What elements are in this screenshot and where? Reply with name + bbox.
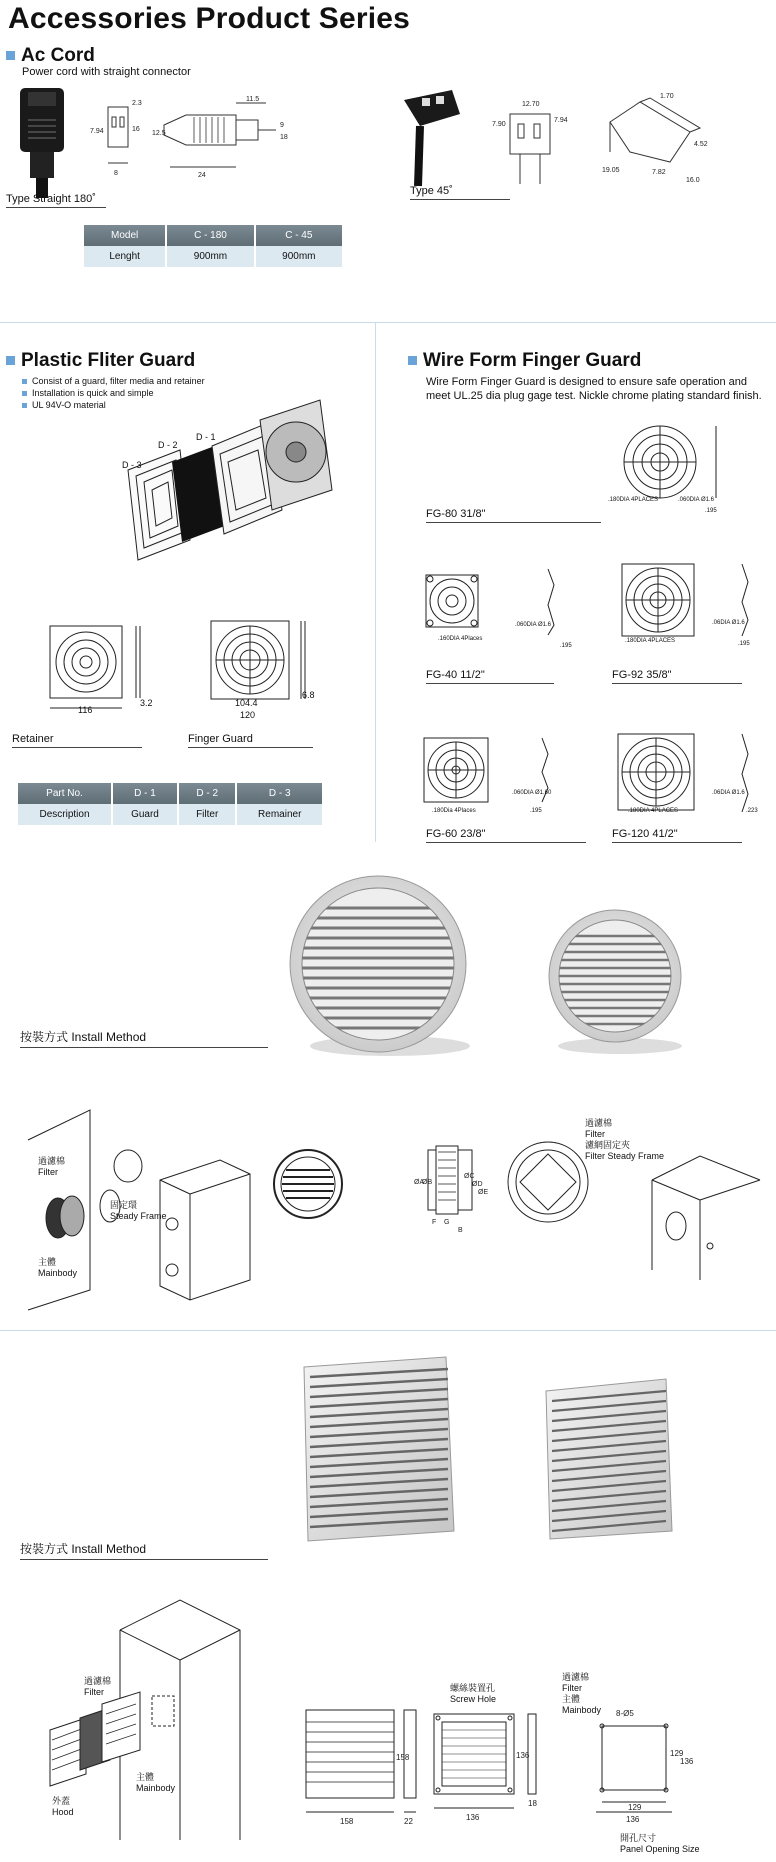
page-title: Accessories Product Series [8, 2, 411, 35]
round-install-drawing [20, 1110, 280, 1310]
dim-label: 7.94 [554, 117, 568, 124]
retainer-caption: Retainer [12, 733, 142, 748]
table-header-row [84, 225, 343, 246]
retainer-drawing [40, 620, 150, 710]
dim-label: 4.52 [694, 141, 708, 148]
note: .180DIA 4PLACES [625, 638, 676, 644]
dim-label: 2.3 [132, 100, 142, 107]
label-line: Filter [562, 1683, 582, 1693]
label-line: 過濾棉 [562, 1672, 590, 1682]
dim-label: 7.94 [90, 128, 104, 135]
main-label: Mainbody [136, 1783, 176, 1793]
fg40-drawing [420, 565, 570, 645]
dim-label: ØA [414, 1179, 425, 1186]
section-marker-icon [6, 51, 15, 60]
square-dims-drawing [300, 1700, 750, 1840]
note: .06DIA Ø1.6 [712, 620, 745, 626]
dim-label: ØE [478, 1189, 489, 1196]
label-line: 開孔尺寸 [620, 1833, 657, 1843]
dim-label: 120 [240, 710, 256, 720]
table-row [84, 246, 343, 267]
dim-label: 116 [78, 705, 93, 715]
label-line: Mainbody [562, 1705, 602, 1715]
main-label: Mainbody [38, 1268, 78, 1278]
enclosure-drawing [650, 1150, 760, 1280]
square-filter-photo [296, 1355, 716, 1545]
dim-label: 8-Ø5 [616, 1709, 634, 1718]
fg40-caption: FG-40 11/2" [426, 669, 554, 684]
section-marker-icon [6, 356, 15, 365]
note: .060DIA Ø1.6 [678, 497, 715, 503]
ac-cord-subtitle: Power cord with straight connector [22, 66, 191, 78]
table-header-cell: D - 1 [112, 783, 178, 804]
table-cell: Remainer [236, 804, 323, 825]
dim-label: 136 [680, 1757, 694, 1766]
round-install-label: 按裝方式 Install Method [20, 1028, 268, 1048]
dim-label: 136 [466, 1813, 480, 1822]
table-row [18, 804, 323, 825]
ac-cord-table [84, 225, 344, 267]
note: .180DIA 4PLACES [628, 808, 679, 814]
label-line: Filter Steady Frame [585, 1151, 665, 1161]
plastic-guard-title: Plastic Fliter Guard [21, 350, 196, 371]
main-label: 主體 [136, 1772, 155, 1782]
note: .180Dia 4Places [432, 808, 476, 814]
label-line: Screw Hole [450, 1694, 497, 1704]
note: .060DIA Ø1.6 [515, 622, 552, 628]
part-label: D - 3 [122, 460, 142, 470]
table-cell: Guard [112, 804, 178, 825]
fg92-caption: FG-92 35/8" [612, 669, 742, 684]
note: .223 [746, 808, 758, 814]
dim-label: 129 [628, 1803, 642, 1812]
table-header-cell: D - 3 [236, 783, 323, 804]
label-line: Panel Opening Size [620, 1844, 700, 1854]
label-line: 螺絲裝置孔 [450, 1683, 496, 1693]
straight-caption: Type Straight 180˚ [6, 193, 106, 208]
dim-label: ØC [464, 1173, 475, 1180]
dim-label: ØD [472, 1181, 483, 1188]
dim-label: 19.05 [602, 167, 620, 174]
square-install-drawing [40, 1600, 270, 1840]
wire-guard-title: Wire Form Finger Guard [423, 350, 642, 371]
hood-label: 外蓋 [52, 1796, 71, 1806]
round-face-drawing [272, 1148, 344, 1220]
straight-plug-photo [16, 86, 76, 201]
dim-label: 11.5 [246, 96, 260, 103]
note: .195 [705, 508, 717, 514]
note: .160DIA 4Places [438, 636, 483, 642]
dim-label: 158 [340, 1817, 354, 1826]
straight-plug-drawing [86, 95, 296, 185]
filter-label: 過濾棉 [38, 1156, 66, 1166]
panel-opening-label [620, 1833, 700, 1855]
exploded-view-drawing [120, 400, 350, 570]
table-cell: Lenght [84, 246, 166, 267]
note: .06DIA Ø1.6 [712, 790, 745, 796]
list-item: Installation is quick and simple [22, 387, 205, 399]
dim-label: 7.82 [652, 169, 666, 176]
fg120-caption: FG-120 41/2" [612, 828, 742, 843]
dim-label: 136 [516, 1751, 530, 1760]
dim-label: 16.0 [686, 177, 700, 184]
label-line: Filter [585, 1129, 605, 1139]
note: .180DIA 4PLACES [608, 497, 659, 503]
note: .195 [560, 643, 572, 649]
table-header-cell: C - 180 [166, 225, 254, 246]
dim-label: 16 [132, 126, 140, 133]
note: .195 [738, 641, 750, 647]
finger-guard-caption: Finger Guard [188, 733, 313, 748]
label-line: 濾網固定夾 [585, 1140, 631, 1150]
table-header-row [18, 783, 323, 804]
wire-guard-description: Wire Form Finger Guard is designed to ensure safe operation and meet UL.25 dia plug gage test. Nickle chrome plating standard finish. [426, 376, 762, 402]
table-cell: 900mm [166, 246, 254, 267]
part-label: D - 2 [158, 440, 178, 450]
dim-label: 6.8 [302, 690, 315, 700]
filter-mainbody-label [562, 1672, 601, 1716]
dim-label: F [432, 1219, 437, 1226]
table-header-cell: D - 2 [178, 783, 237, 804]
label-line: 過濾棉 [585, 1118, 613, 1128]
section-marker-icon [408, 356, 417, 365]
dim-label: 3.2 [140, 698, 153, 708]
dim-label: 22 [404, 1817, 413, 1826]
fg92-drawing [618, 558, 768, 643]
angle-caption: Type 45˚ [410, 185, 510, 200]
divider [0, 1330, 776, 1331]
table-header-cell: Model [84, 225, 166, 246]
divider [375, 322, 376, 842]
steady-label: 固定環 [110, 1200, 138, 1210]
filter-label: 過濾棉 [84, 1676, 112, 1686]
label-line: 主體 [562, 1694, 581, 1704]
main-label: 主體 [38, 1257, 57, 1267]
note: .195 [530, 808, 542, 814]
table-cell: Description [18, 804, 112, 825]
dim-label: 136 [626, 1815, 640, 1824]
finger-guard-drawing [205, 615, 315, 705]
dim-label: 18 [528, 1799, 537, 1808]
fg80-caption: FG-80 31/8" [426, 508, 601, 523]
fg60-caption: FG-60 23/8" [426, 828, 586, 843]
dim-label: 18 [280, 134, 288, 141]
square-install-label: 按裝方式 Install Method [20, 1540, 268, 1560]
dim-label: 7.90 [492, 121, 506, 128]
table-cell: Filter [178, 804, 237, 825]
hood-label: Hood [52, 1807, 74, 1817]
table-header-cell: C - 45 [255, 225, 343, 246]
dim-label: B [458, 1227, 463, 1234]
round-filter-photo [270, 870, 730, 1060]
dim-label: 104.4 [235, 698, 258, 708]
divider [0, 322, 776, 323]
dim-label: 129 [670, 1749, 684, 1758]
part-label: D - 1 [196, 432, 216, 442]
dim-label: 8 [114, 170, 118, 177]
angle-plug-drawing [490, 92, 720, 192]
filter-label: Filter [38, 1167, 58, 1177]
table-cell: 900mm [255, 246, 343, 267]
dim-label: 1.70 [660, 93, 674, 100]
dim-label: 12.70 [522, 101, 540, 108]
plastic-guard-heading [6, 350, 195, 372]
wire-guard-heading [408, 350, 641, 372]
table-header-cell: Part No. [18, 783, 112, 804]
list-item: UL 94V-O material [22, 399, 205, 411]
ac-cord-heading [6, 45, 95, 67]
dim-label: 158 [396, 1753, 410, 1762]
ac-cord-title: Ac Cord [21, 45, 95, 66]
plastic-guard-table [18, 783, 324, 825]
angle-plug-photo [400, 86, 470, 191]
list-item: Consist of a guard, filter media and retainer [22, 375, 205, 387]
dim-label: G [444, 1219, 450, 1226]
round-section-drawing [408, 1120, 608, 1240]
dim-label: 24 [198, 172, 206, 179]
filter-label: Filter [84, 1687, 104, 1697]
steady-label: Steady Frame [110, 1211, 167, 1221]
screw-hole-label [450, 1683, 496, 1705]
dim-label: 12.5 [152, 130, 166, 137]
note: .060DIA Ø1.60 [512, 790, 552, 796]
dim-label: 9 [280, 122, 284, 129]
dim-label: ØB [422, 1179, 433, 1186]
